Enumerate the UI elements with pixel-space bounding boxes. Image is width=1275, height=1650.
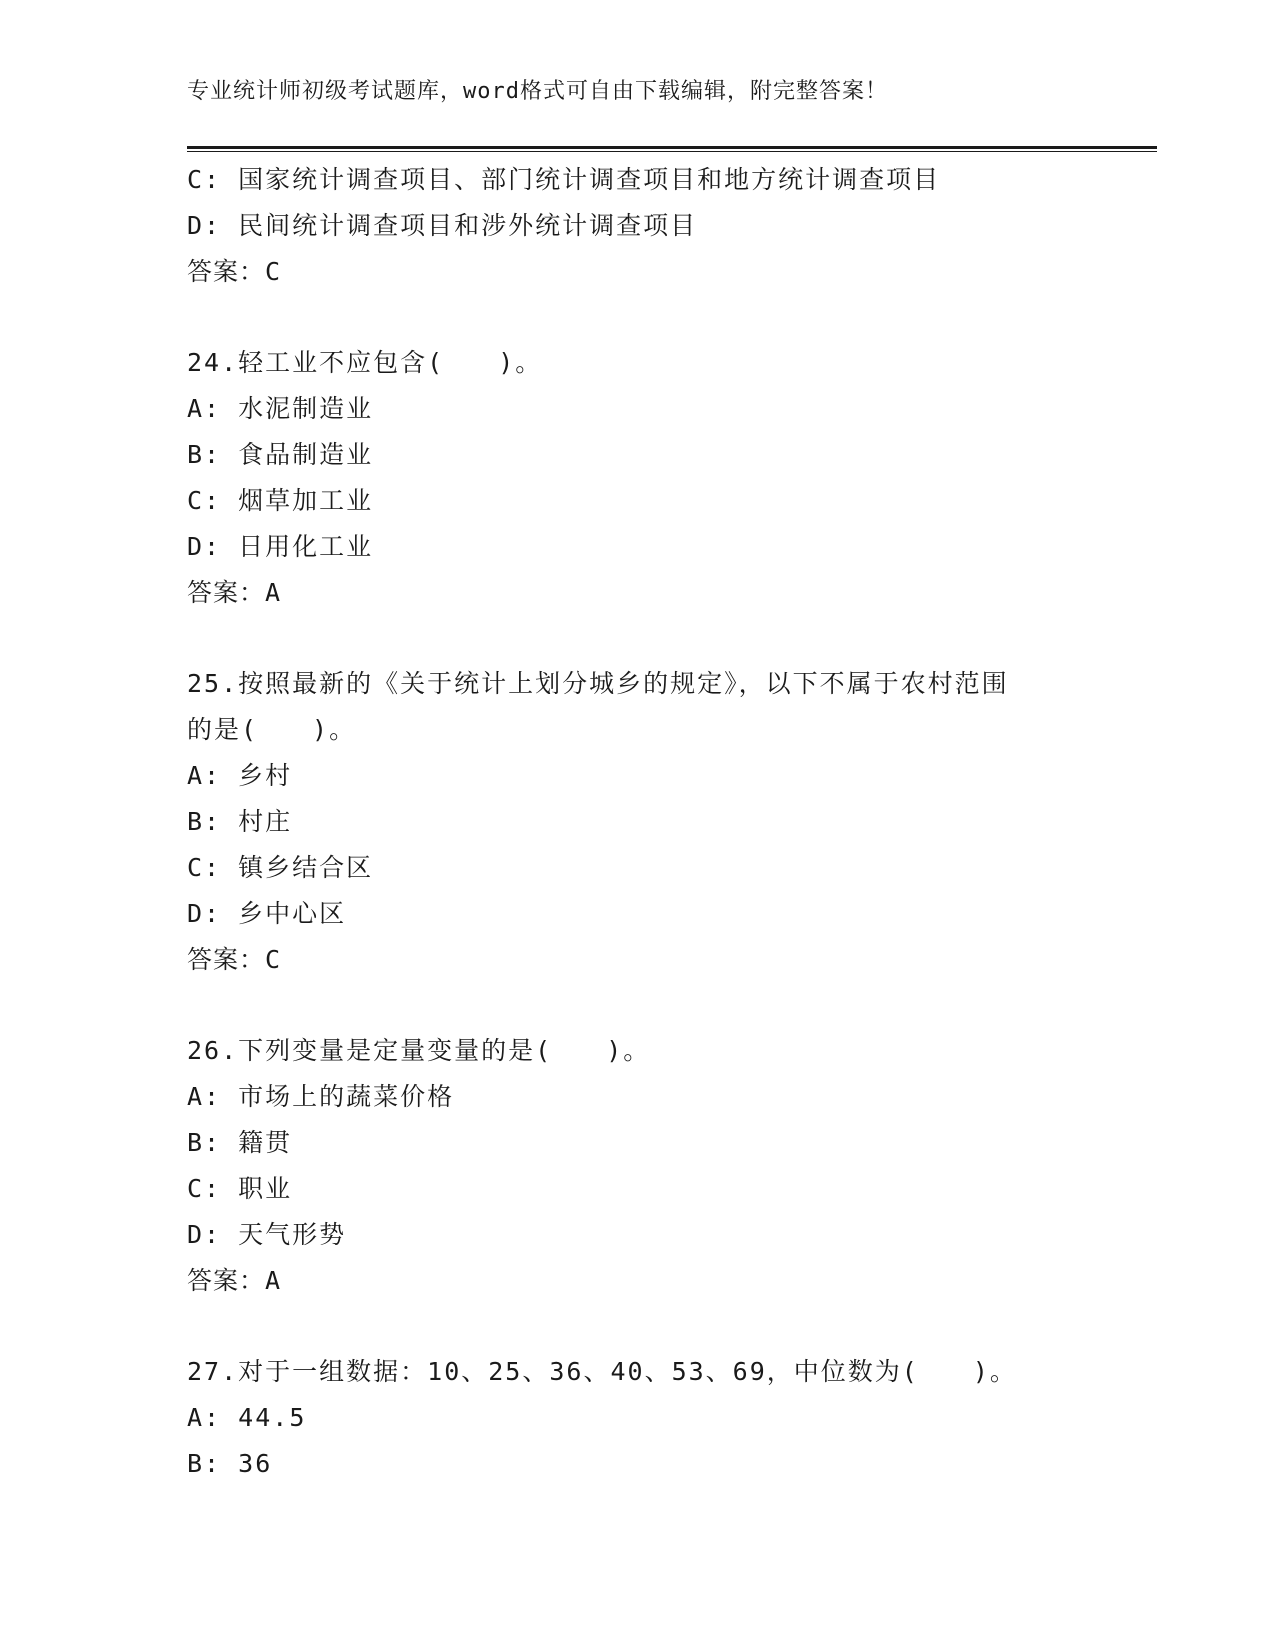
option-label: B: [187, 807, 222, 836]
option-text: 天气形势 [238, 1220, 347, 1249]
option-text: 日用化工业 [238, 532, 374, 561]
option-label: A: [187, 761, 222, 790]
question-stem-continued: 的是( )。 [187, 715, 357, 744]
option-label: A: [187, 1082, 222, 1111]
option-a [187, 1074, 1087, 1120]
answer-value: C [265, 945, 282, 974]
answer-value: A [265, 1266, 282, 1295]
option-a [187, 386, 1087, 432]
option-text: 市场上的蔬菜价格 [238, 1082, 455, 1111]
option-text: 职业 [238, 1174, 293, 1203]
option-a [187, 753, 1087, 799]
option-c [187, 478, 1087, 524]
option-text: 籍贯 [238, 1128, 293, 1157]
option-label: C: [187, 165, 222, 194]
answer-label: 答案： [187, 578, 266, 607]
option-label: A: [187, 394, 222, 423]
option-b [187, 1441, 1087, 1487]
option-text: 36 [238, 1449, 273, 1478]
option-text: 乡中心区 [238, 899, 347, 928]
answer-value: A [265, 578, 282, 607]
option-text: 国家统计调查项目、部门统计调查项目和地方统计调查项目 [238, 165, 941, 194]
option-label: B: [187, 1449, 222, 1478]
answer-line [187, 249, 1087, 295]
header-rule-thin [187, 151, 1157, 152]
option-label: C: [187, 853, 222, 882]
option-d [187, 1212, 1087, 1258]
question-stem: 26.下列变量是定量变量的是( )。 [187, 1036, 651, 1065]
option-text: 民间统计调查项目和涉外统计调查项目 [238, 211, 698, 240]
option-c [187, 845, 1087, 891]
question-list [187, 157, 1087, 1487]
option-b [187, 432, 1087, 478]
option-label: D: [187, 899, 222, 928]
page-header: 专业统计师初级考试题库，word格式可自由下载编辑，附完整答案！ [187, 79, 888, 104]
option-label: A: [187, 1403, 222, 1432]
question-stem: 24.轻工业不应包含( )。 [187, 348, 543, 377]
option-text: 乡村 [238, 761, 293, 790]
option-label: D: [187, 1220, 222, 1249]
option-text: 镇乡结合区 [238, 853, 374, 882]
header-rule-thick [187, 146, 1157, 149]
answer-line [187, 937, 1087, 983]
answer-label: 答案： [187, 945, 266, 974]
option-label: D: [187, 532, 222, 561]
option-label: D: [187, 211, 222, 240]
option-b [187, 799, 1087, 845]
question-stem: 25.按照最新的《关于统计上划分城乡的规定》，以下不属于农村范围 [187, 669, 1009, 698]
option-text: 44.5 [238, 1403, 307, 1432]
option-label: C: [187, 486, 222, 515]
answer-value: C [265, 257, 282, 286]
option-c [187, 157, 1087, 203]
option-label: B: [187, 440, 222, 469]
option-d [187, 891, 1087, 937]
option-label: B: [187, 1128, 222, 1157]
option-d [187, 524, 1087, 570]
answer-line [187, 570, 1087, 616]
option-text: 村庄 [238, 807, 293, 836]
option-a [187, 1395, 1087, 1441]
answer-line [187, 1258, 1087, 1304]
option-text: 烟草加工业 [238, 486, 374, 515]
question-stem: 27.对于一组数据：10、25、36、40、53、69，中位数为( )。 [187, 1357, 1017, 1386]
option-c [187, 1166, 1087, 1212]
option-b [187, 1120, 1087, 1166]
option-label: C: [187, 1174, 222, 1203]
option-text: 食品制造业 [238, 440, 374, 469]
option-text: 水泥制造业 [238, 394, 374, 423]
option-d [187, 203, 1087, 249]
answer-label: 答案： [187, 1266, 266, 1295]
answer-label: 答案： [187, 257, 266, 286]
